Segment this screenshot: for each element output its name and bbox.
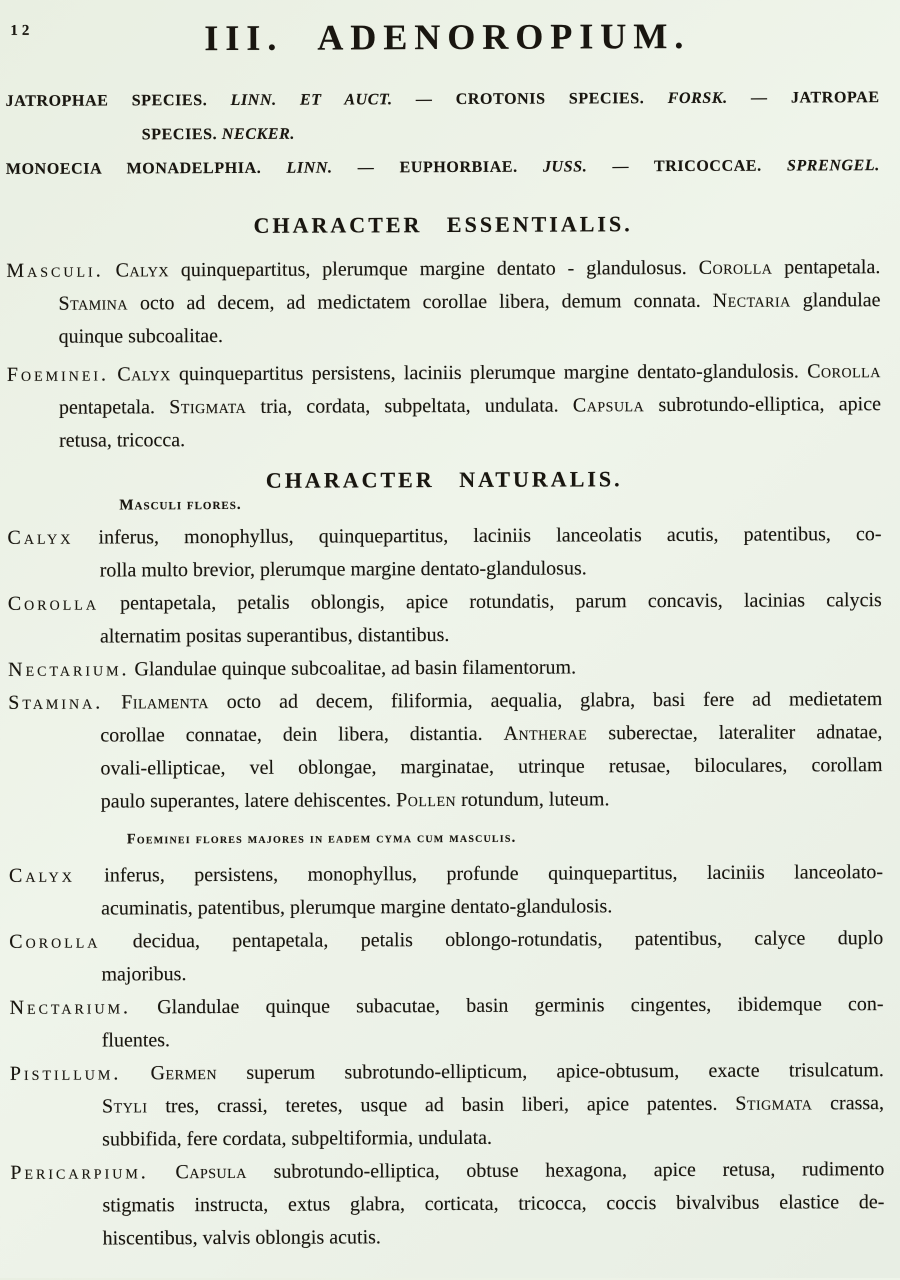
paragraph-masculi-line-1: Masculi. Calyx quinquepartitus, plerumque margine dentato - glandulosus. Corolla pentapetala. bbox=[6, 251, 880, 288]
synonymy-jatrophae bbox=[6, 81, 880, 153]
paragraph-nectarium-foeminei bbox=[10, 988, 884, 1058]
paragraph-masculi-line-3: quinque subcoalitae. bbox=[59, 317, 881, 354]
paragraph-pistillum-line-3: subbifida, fere cordata, subpeltiformia, undulata. bbox=[102, 1120, 884, 1156]
paragraph-nectarium-masculi bbox=[8, 650, 882, 687]
paragraph-nectarium-masculi-line-1: Nectarium. Glandulae quinque subcoalitae, ad basin filamentorum. bbox=[8, 650, 882, 687]
paragraph-calyx-masculi-line-2: rolla multo brevior, plerumque margine dentato-glandulosus. bbox=[100, 551, 882, 587]
paragraph-calyx-masculi-line-1: Calyx inferus, monophyllus, quinquepartitus, laciniis lanceolatis acutis, patentibus, co- bbox=[7, 518, 881, 555]
synonymy-monoecia bbox=[6, 149, 880, 187]
paragraph-calyx-foeminei bbox=[9, 856, 883, 926]
genus-name: ADENOROPIUM. bbox=[317, 16, 690, 58]
paragraph-pericarpium-line-1: Pericarpium. Capsula subrotundo-elliptica, obtuse hexagona, apice retusa, rudimento bbox=[10, 1153, 884, 1190]
synonymy-jatrophae-line-2: SPECIES. NECKER. bbox=[142, 115, 880, 152]
paragraph-calyx-masculi bbox=[7, 518, 881, 588]
paragraph-pistillum bbox=[10, 1054, 884, 1157]
subheading-masculi-flores: Masculi flores. bbox=[119, 494, 881, 514]
book-page-scan bbox=[0, 14, 900, 1280]
paragraph-corolla-foeminei-line-1: Corolla decidua, pentapetala, petalis oblongo-rotundatis, patentibus, calyce duplo bbox=[9, 922, 883, 959]
paragraph-calyx-foeminei-line-2: acuminatis, patentibus, plerumque margine dentato-glandulosis. bbox=[101, 889, 883, 925]
heading-character-naturalis: CHARACTER NATURALIS. bbox=[7, 465, 881, 495]
paragraph-corolla-masculi bbox=[8, 584, 882, 654]
synonymy-monoecia-line-1: MONOECIA MONADELPHIA. LINN. — EUPHORBIAE. JUSS. — TRICOCCAE. SPRENGEL. bbox=[6, 149, 880, 187]
paragraph-foeminei-line-3: retusa, tricocca. bbox=[59, 421, 881, 458]
paragraph-stamina bbox=[8, 683, 883, 819]
paragraph-foeminei-line-1: Foeminei. Calyx quinquepartitus persistens, laciniis plerumque margine dentato-glandulosis. Corolla bbox=[7, 355, 881, 392]
subheading-foeminei-flores: Foeminei flores majores in eadem cyma cum masculis. bbox=[127, 828, 883, 848]
paragraph-pericarpium-line-2: stigmatis instructa, extus glabra, corticata, tricocca, coccis bivalvibus elastice de- bbox=[102, 1186, 884, 1222]
paragraph-nectarium-foeminei-line-2: fluentes. bbox=[102, 1021, 884, 1057]
paragraph-stamina-line-3: ovali-ellipticae, vel oblongae, marginatae, utrinque retusae, biloculares, corollam bbox=[100, 749, 882, 785]
paragraph-stamina-line-1: Stamina. Filamenta octo ad decem, filiformia, aequalia, glabra, basi fere ad medietatem bbox=[8, 683, 882, 720]
heading-character-essentialis: CHARACTER ESSENTIALIS. bbox=[6, 210, 880, 240]
paragraph-stamina-line-2: corollae connatae, dein libera, distantia. Antherae suberectae, lateraliter adnatae, bbox=[100, 716, 882, 752]
paragraph-pericarpium-line-3: hiscentibus, valvis oblongis acutis. bbox=[103, 1219, 885, 1255]
document-body bbox=[0, 81, 900, 1256]
paragraph-stamina-line-4: paulo superantes, latere dehiscentes. Pollen rotundum, luteum. bbox=[101, 782, 883, 818]
paragraph-calyx-foeminei-line-1: Calyx inferus, persistens, monophyllus, profunde quinquepartitus, laciniis lanceolato- bbox=[9, 856, 883, 893]
chapter-numeral: III. bbox=[204, 18, 283, 58]
paragraph-foeminei-line-2: pentapetala. Stigmata tria, cordata, subpeltata, undulata. Capsula subrotundo-elliptica, apice bbox=[59, 388, 881, 425]
paragraph-nectarium-foeminei-line-1: Nectarium. Glandulae quinque subacutae, basin germinis cingentes, ibidemque con- bbox=[10, 988, 884, 1025]
paragraph-masculi bbox=[6, 251, 880, 354]
paragraph-pericarpium bbox=[10, 1153, 884, 1256]
paragraph-foeminei bbox=[7, 355, 881, 458]
paragraph-masculi-line-2: Stamina octo ad decem, ad medictatem corollae libera, demum connata. Nectaria glandulae bbox=[58, 284, 880, 321]
paragraph-pistillum-line-1: Pistillum. Germen superum subrotundo-ellipticum, apice-obtusum, exacte trisulcatum. bbox=[10, 1054, 884, 1091]
paragraph-corolla-masculi-line-1: Corolla pentapetala, petalis oblongis, apice rotundatis, parum concavis, lacinias calycis bbox=[8, 584, 882, 621]
paragraph-corolla-masculi-line-2: alternatim positas superantibus, distantibus. bbox=[100, 617, 882, 653]
paragraph-corolla-foeminei bbox=[9, 922, 883, 992]
paragraph-corolla-foeminei-line-2: majoribus. bbox=[101, 955, 883, 991]
page-title bbox=[0, 14, 897, 60]
paragraph-pistillum-line-2: Styli tres, crassi, teretes, usque ad basin liberi, apice patentes. Stigmata crassa, bbox=[102, 1087, 884, 1123]
page-number: 12 bbox=[10, 23, 33, 40]
synonymy-jatrophae-line-1: JATROPHAE SPECIES. LINN. ET AUCT. — CROTONIS SPECIES. FORSK. — JATROPAE bbox=[6, 81, 880, 119]
